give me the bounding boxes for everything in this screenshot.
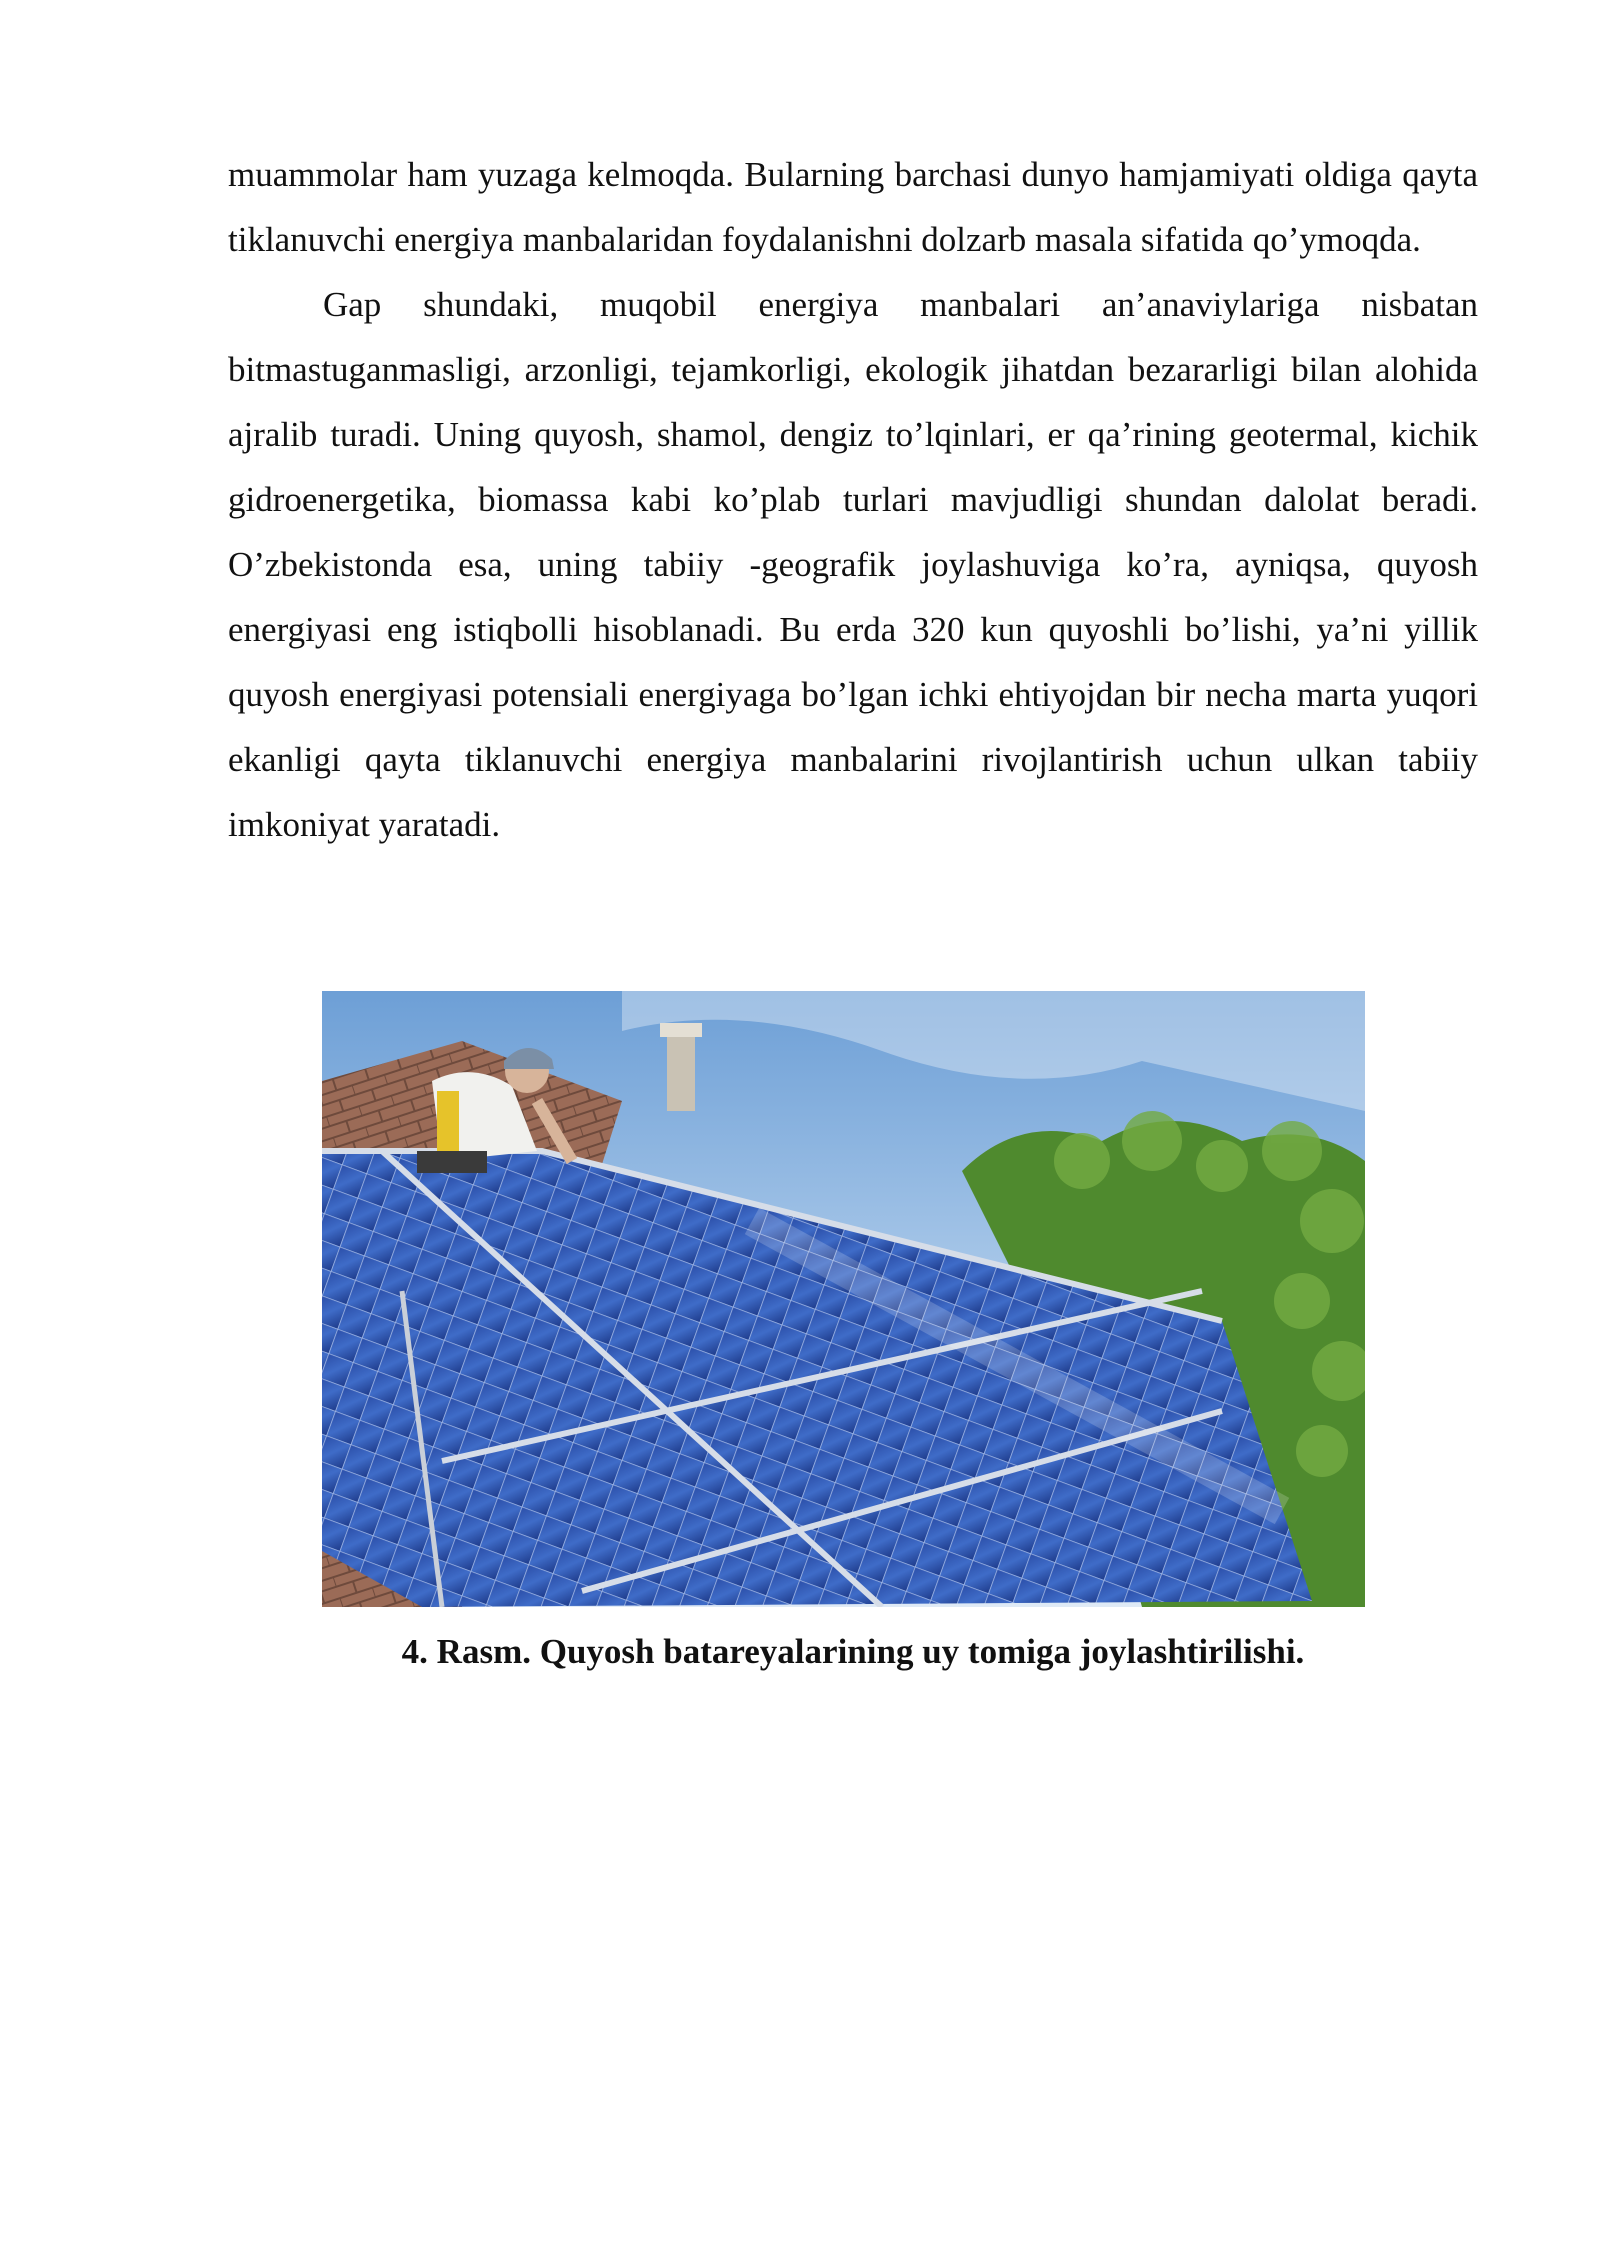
body-text	[228, 142, 1478, 857]
paragraph-continuation: muammolar ham yuzaga kelmoqda. Bularning barchasi dunyo hamjamiyati oldiga qayta tiklanuvchi energiya manbalaridan foydalanishni dolzarb masala sifatida qo’ymoqda.	[228, 155, 1478, 259]
solar-panels-photo	[322, 991, 1365, 1607]
chimney-vent	[667, 1031, 695, 1111]
figure-caption: 4. Rasm. Quyosh batareyalarining uy tomiga joylashtirilishi.	[401, 1632, 1305, 1671]
paragraph-alternative-energy: Gap shundaki, muqobil energiya manbalari an’anaviylariga nisbatan bitmastuganmasligi, arzonligi, tejamkorligi, ekologik jihatdan bezararligi bilan alohida ajralib turadi. Uning quyosh, shamol, dengiz to’lqinlari, er qa’rining geotermal, kichik gidroenergetika, biomassa kabi ko’plab turlari mavjudligi shundan dalolat beradi. O’zbekistonda esa, uning tabiiy -geografik joylashuviga ko’ra, ayniqsa, quyosh energiyasi eng istiqbolli hisoblanadi. Bu erda 320 kun quyoshli bo’lishi, ya’ni yillik quyosh energiyasi potensiali energiyaga bo’lgan ichki ehtiyojdan bir necha marta yuqori ekanligi qayta tiklanuvchi energiya manbalarini rivojlantirish uchun ulkan tabiiy imkoniyat yaratadi.	[228, 285, 1478, 844]
solar-panels-illustration	[322, 991, 1365, 1607]
